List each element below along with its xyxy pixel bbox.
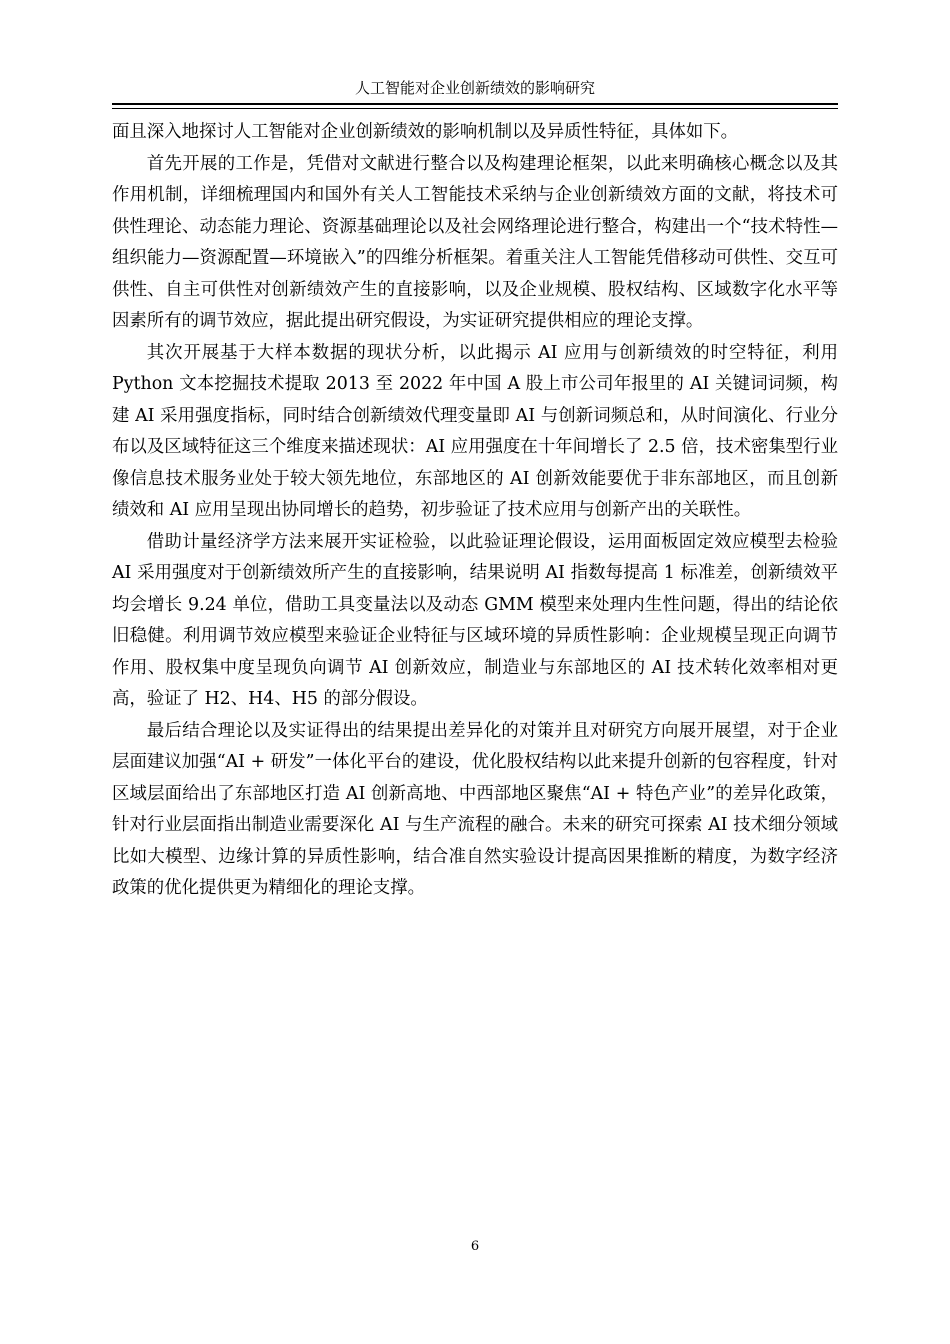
body-text: [112, 117, 838, 905]
paragraph-empirical-test: 借助计量经济学方法来展开实证检验，以此验证理论假设，运用面板固定效应模型去检验 AI 采用强度对于创新绩效所产生的直接影响，结果说明 AI 指数每提高 1 标准差，创新绩效平均会增长 9.24 单位，借助工具变量法以及动态 GMM 模型来处理内生性问题，得出的结论依旧稳健。利用调节效应模型来验证企业特征与区域环境的异质性影响：企业规模呈现正向调节作用、股权集中度呈现负向调节 AI 创新效应，制造业与东部地区的 AI 技术转化效率相对更高，验证了 H2、H4、H5 的部分假设。: [112, 531, 838, 709]
page-number: 6: [470, 1239, 480, 1254]
paragraph-policy-outlook: 最后结合理论以及实证得出的结果提出差异化的对策并且对研究方向展开展望，对于企业层面建议加强“AI + 研发”一体化平台的建设，优化股权结构以此来提升创新的包容程度，针对区域层面给出了东部地区打造 AI 创新高地、中西部地区聚焦“AI + 特色产业”的差异化政策，针对行业层面指出制造业需要深化 AI 与生产流程的融合。未来的研究可探索 AI 技术细分领域比如大模型、边缘计算的异质性影响，结合准自然实验设计提高因果推断的精度，为数字经济政策的优化提供更为精细化的理论支撑。: [112, 720, 838, 898]
paragraph-theory-framework: 首先开展的工作是，凭借对文献进行整合以及构建理论框架，以此来明确核心概念以及其作用机制，详细梳理国内和国外有关人工智能技术采纳与企业创新绩效方面的文献，将技术可供性理论、动态能力理论、资源基础理论以及社会网络理论进行整合，构建出一个“技术特性—组织能力—资源配置—环境嵌入”的四维分析框架。着重关注人工智能凭借移动可供性、交互可供性、自主可供性对创新绩效产生的直接影响，以及企业规模、股权结构、区域数字化水平等因素所有的调节效应，据此提出研究假设，为实证研究提供相应的理论支撑。: [112, 153, 838, 331]
running-header: 人工智能对企业创新绩效的影响研究: [354, 79, 595, 97]
header-rule-thin: [112, 108, 838, 109]
paragraph-continuation: 面且深入地探讨人工智能对企业创新绩效的影响机制以及异质性特征，具体如下。: [112, 122, 739, 142]
header-rule-thick: [112, 103, 838, 105]
paragraph-status-analysis: 其次开展基于大样本数据的现状分析，以此揭示 AI 应用与创新绩效的时空特征，利用 Python 文本挖掘技术提取 2013 至 2022 年中国 A 股上市公司年报里的 AI 关键词词频，构建 AI 采用强度指标，同时结合创新绩效代理变量即 AI 与创新词频总和，从时间演化、行业分布以及区域特征这三个维度来描述现状：AI 应用强度在十年间增长了 2.5 倍，技术密集型行业像信息技术服务业处于较大领先地位，东部地区的 AI 创新效能要优于非东部地区，而且创新绩效和 AI 应用呈现出协同增长的趋势，初步验证了技术应用与创新产出的关联性。: [112, 342, 838, 520]
